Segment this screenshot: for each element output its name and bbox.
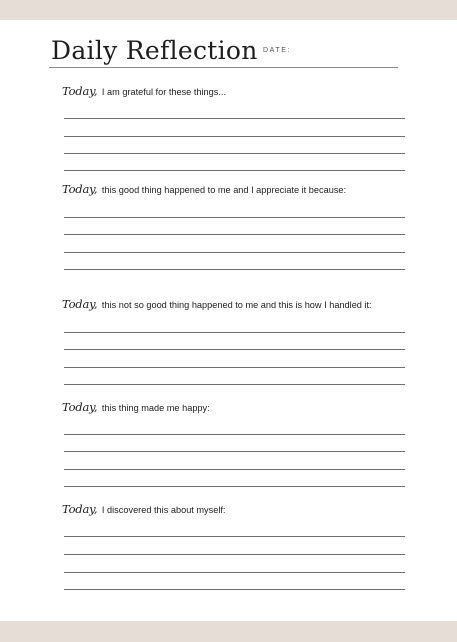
writing-line[interactable] [64, 451, 405, 452]
today-script-label: Today, [62, 502, 98, 516]
journal-page [0, 20, 457, 621]
section-prompt [62, 502, 226, 516]
today-script-label: Today, [62, 84, 98, 98]
section-prompt [62, 400, 210, 414]
writing-line[interactable] [64, 384, 405, 385]
writing-line[interactable] [64, 153, 405, 154]
writing-line[interactable] [64, 136, 405, 137]
section-prompt [62, 84, 226, 98]
prompt-text: I discovered this about myself: [101, 505, 226, 515]
writing-line[interactable] [64, 486, 405, 487]
section-prompt [62, 297, 372, 311]
writing-line[interactable] [64, 572, 405, 573]
writing-line[interactable] [64, 118, 405, 119]
writing-line[interactable] [64, 469, 405, 470]
writing-line[interactable] [64, 434, 405, 435]
writing-line[interactable] [64, 554, 405, 555]
writing-line[interactable] [64, 332, 405, 333]
writing-line[interactable] [64, 170, 405, 171]
writing-line[interactable] [64, 269, 405, 270]
today-script-label: Today, [62, 400, 98, 414]
writing-line[interactable] [64, 349, 405, 350]
writing-line[interactable] [64, 252, 405, 253]
section-prompt [62, 182, 346, 196]
today-script-label: Today, [62, 297, 98, 311]
today-script-label: Today, [62, 182, 98, 196]
date-label: DATE: [263, 47, 292, 54]
writing-line[interactable] [64, 367, 405, 368]
writing-line[interactable] [64, 217, 405, 218]
page-title: Daily Reflection [51, 36, 258, 65]
title-underline [49, 67, 398, 68]
prompt-text: this thing made me happy: [101, 403, 210, 413]
prompt-text: this good thing happened to me and I appreciate it because: [101, 185, 347, 195]
prompt-text: this not so good thing happened to me and this is how I handled it: [101, 300, 372, 310]
writing-line[interactable] [64, 234, 405, 235]
writing-line[interactable] [64, 536, 405, 537]
writing-line[interactable] [64, 589, 405, 590]
prompt-text: I am grateful for these things... [101, 87, 227, 97]
